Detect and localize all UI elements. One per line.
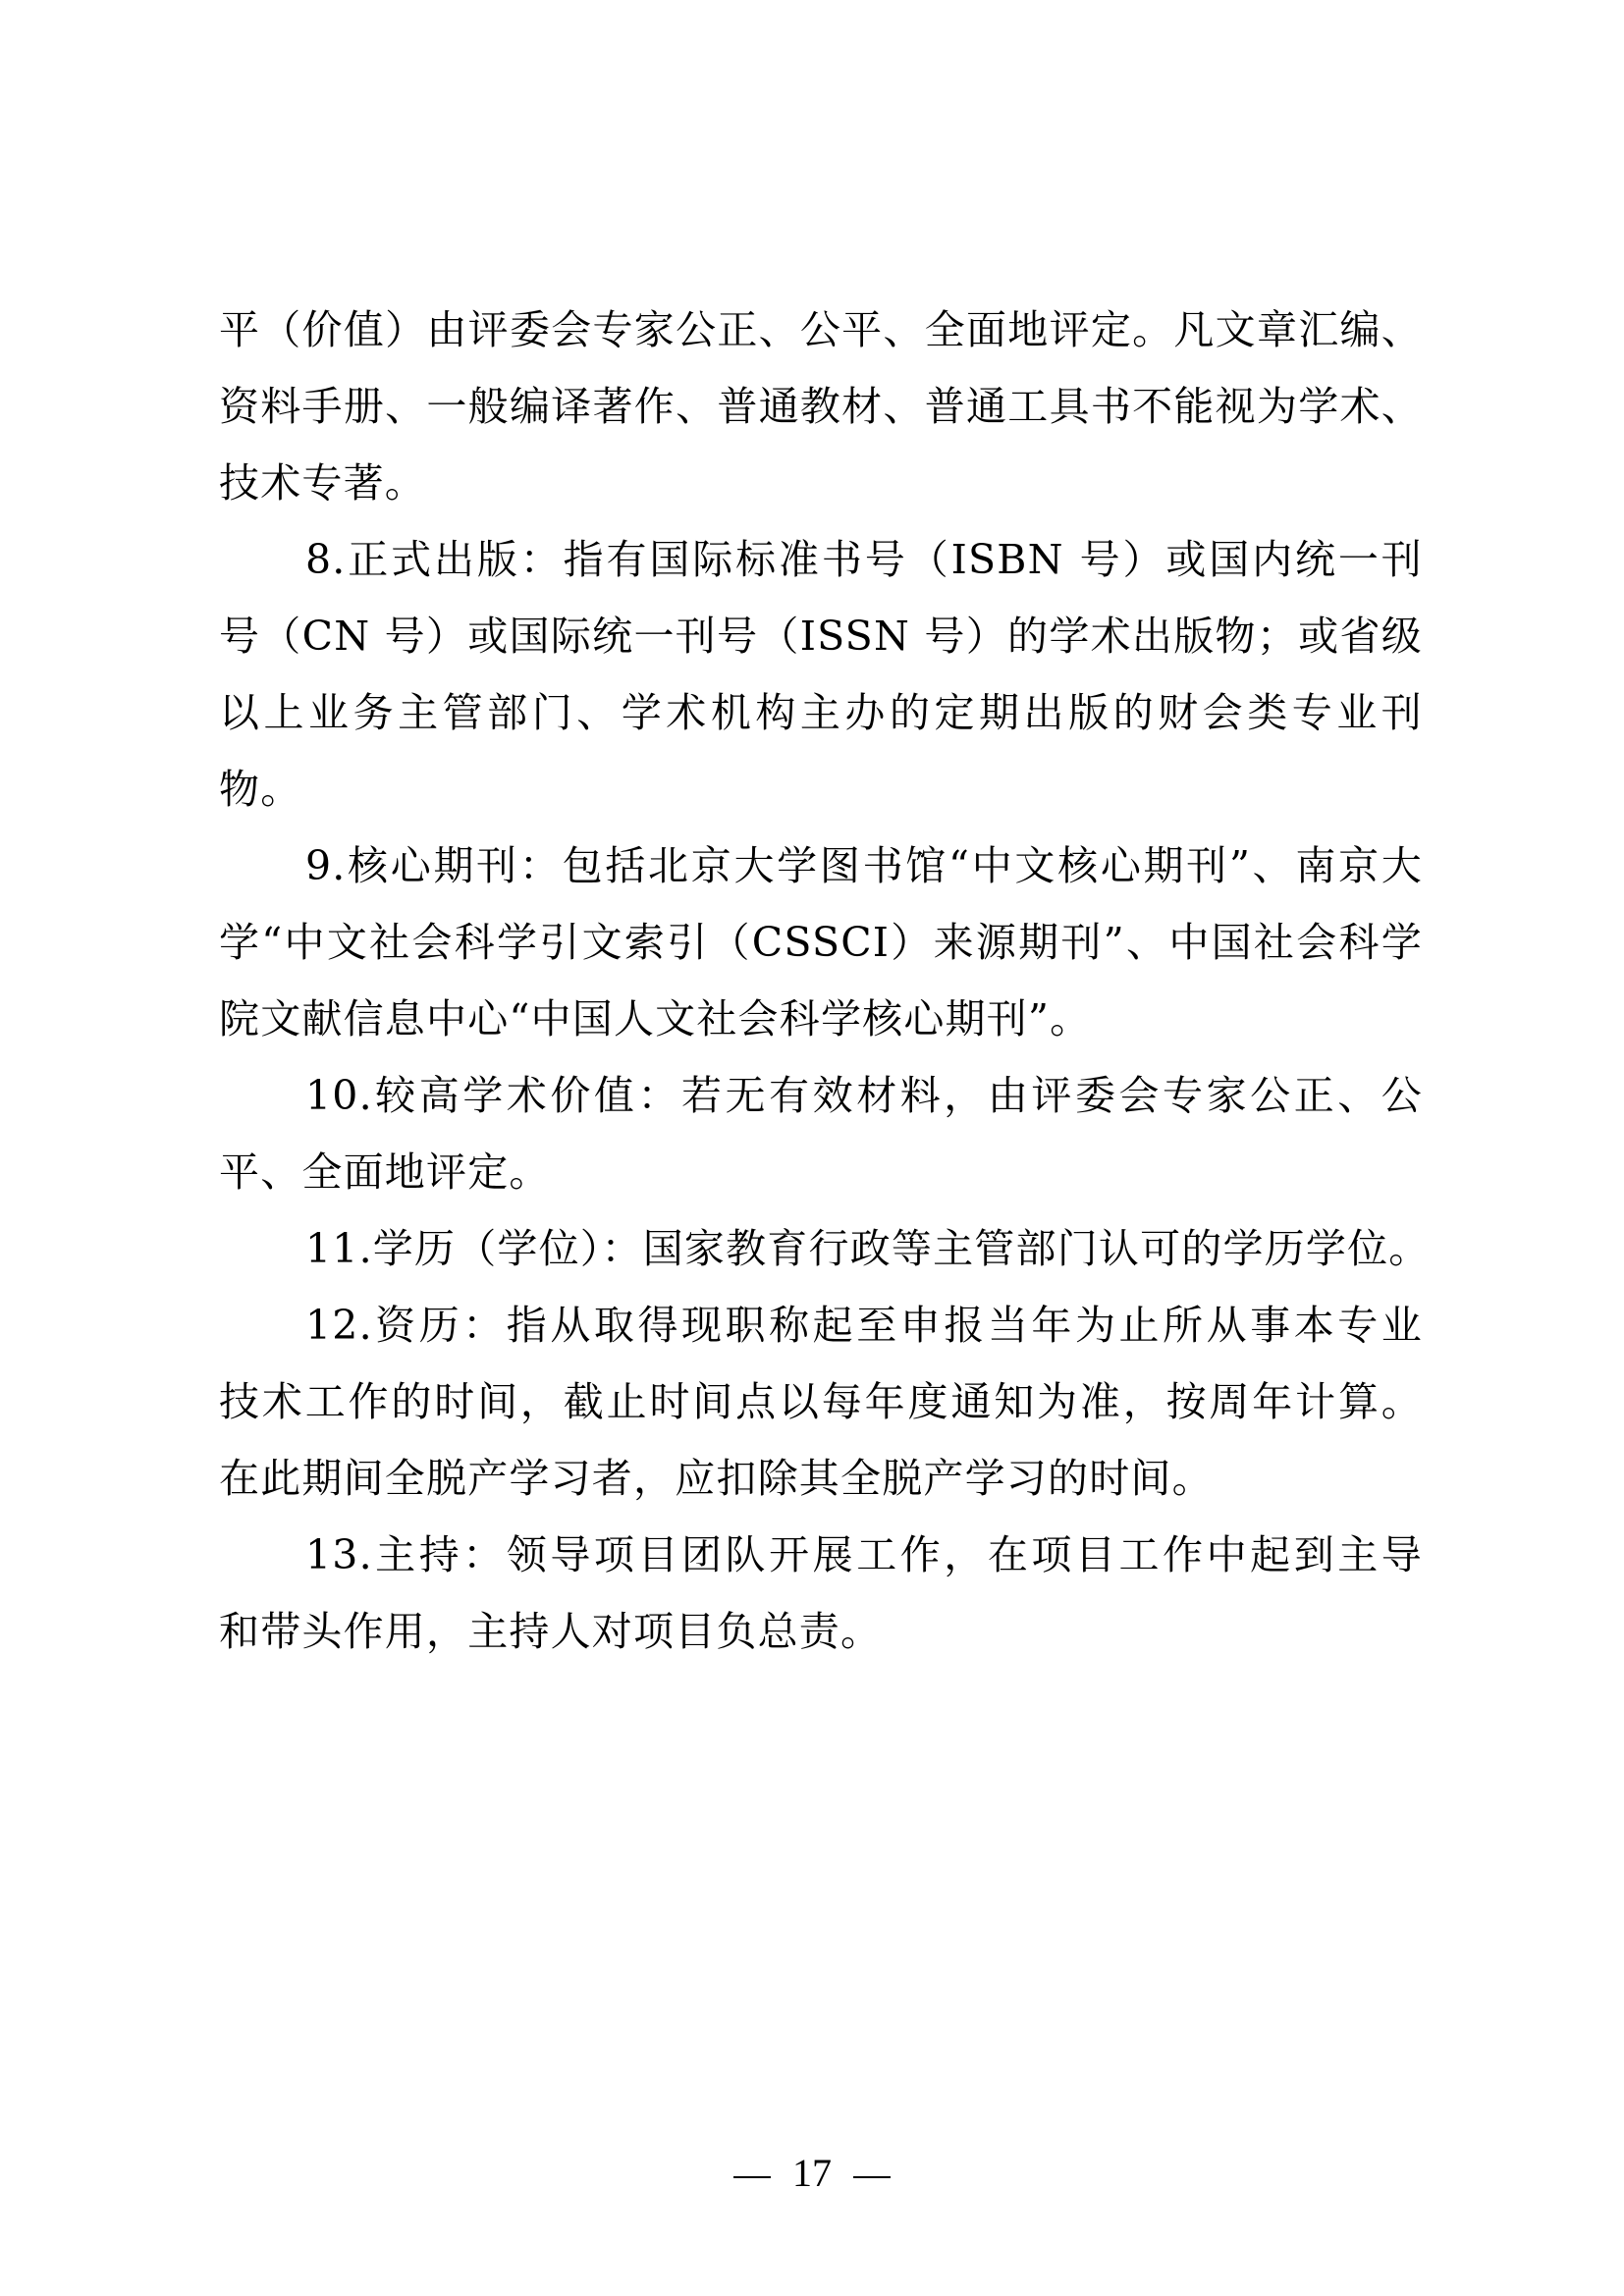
text-line: 院文献信息中心“中国人文社会科学核心期刊”。	[219, 995, 1092, 1042]
dash-right	[853, 2176, 891, 2178]
page-number: 17	[792, 2151, 832, 2195]
text-line: 和带头作用，主持人对项目负总责。	[219, 1608, 883, 1655]
text-line: 技术专著。	[219, 459, 426, 507]
text-line: 在此期间全脱产学习者，应扣除其全脱产学习的时间。	[219, 1455, 1214, 1502]
definition-item-10: 10.较高学术价值：若无有效材料，由评委会专家公正、公	[305, 1072, 1423, 1119]
text-line: 号（CN 号）或国际统一刊号（ISSN 号）的学术出版物；或省级	[219, 613, 1423, 660]
definition-item-11: 11.学历（学位）：国家教育行政等主管部门认可的学历学位。	[305, 1225, 1431, 1272]
text-line: 物。	[219, 766, 302, 813]
definition-item-8: 8.正式出版：指有国际标准书号（ISBN 号）或国内统一刊	[305, 536, 1423, 583]
text-line: 以上业务主管部门、学术机构主办的定期出版的财会类专业刊	[219, 689, 1423, 736]
text-line: 平（价值）由评委会专家公正、公平、全面地评定。凡文章汇编、	[219, 306, 1423, 353]
text-line: 技术工作的时间，截止时间点以每年度通知为准，按周年计算。	[219, 1378, 1423, 1425]
definition-item-12: 12.资历：指从取得现职称起至申报当年为止所从事本专业	[305, 1302, 1423, 1349]
text-line: 平、全面地评定。	[219, 1148, 551, 1196]
text-line: 资料手册、一般编译著作、普通教材、普通工具书不能视为学术、	[219, 383, 1423, 430]
dash-left	[733, 2176, 771, 2178]
page-footer	[0, 2150, 1624, 2197]
definition-item-9: 9.核心期刊：包括北京大学图书馆“中文核心期刊”、南京大	[305, 842, 1423, 889]
document-body	[219, 292, 1431, 1670]
definition-item-13: 13.主持：领导项目团队开展工作，在项目工作中起到主导	[305, 1531, 1423, 1578]
text-line: 学“中文社会科学引文索引（CSSCI）来源期刊”、中国社会科学	[219, 919, 1423, 966]
